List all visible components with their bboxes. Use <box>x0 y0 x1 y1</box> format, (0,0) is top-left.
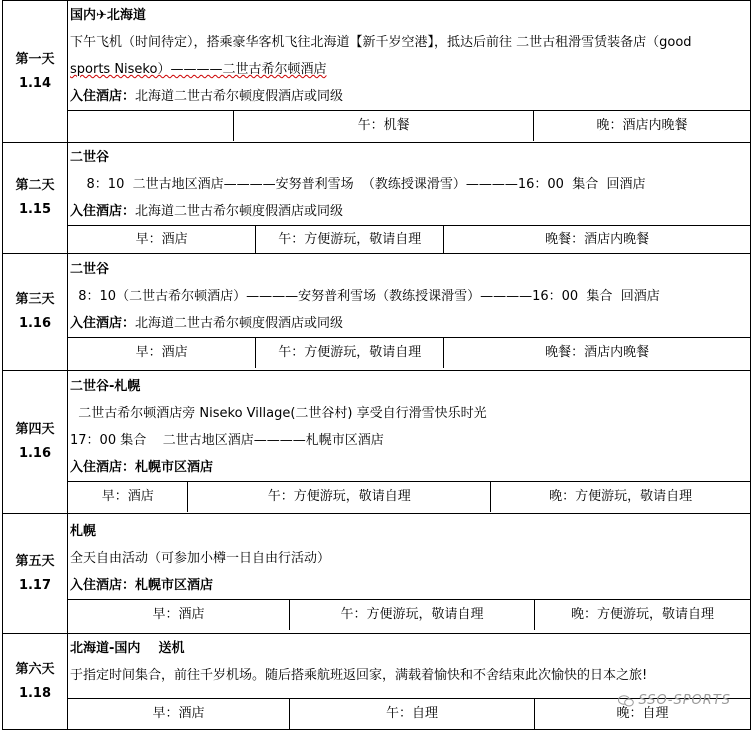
hotel-label: 入住酒店： <box>70 459 136 475</box>
meal-lunch: 午：方便游玩，敬请自理 <box>188 482 491 512</box>
hotel-line <box>68 198 750 225</box>
hotel-label: 入住酒店： <box>70 316 136 331</box>
activity-line: 17：00 集合 二世古地区酒店————札幌市区酒店 <box>70 432 384 448</box>
hotel-label: 入住酒店： <box>70 89 136 104</box>
hotel-value: 札幌市区酒店 <box>135 459 214 475</box>
meal-dinner: 晚餐：酒店内晚餐 <box>545 231 650 247</box>
day-cell <box>3 514 68 634</box>
day-title: 二世谷 <box>70 149 110 165</box>
day-date: 1.16 <box>18 316 52 331</box>
day-row <box>3 634 751 730</box>
day-title: 二世谷 <box>70 262 110 277</box>
day-label: 第五天 <box>15 553 55 569</box>
hotel-label: 入住酒店： <box>70 577 136 593</box>
day-row <box>3 371 751 514</box>
day-date: 1.18 <box>18 685 52 701</box>
day-label: 第二天 <box>15 178 55 193</box>
day-cell <box>3 254 68 371</box>
meal-lunch: 午：方便游玩，敬请自理 <box>290 600 535 630</box>
hotel-value: 北海道二世古希尔顿度假酒店或同级 <box>135 203 344 219</box>
watermark <box>618 693 731 708</box>
day-title: 国内✈北海道 <box>70 8 146 23</box>
hotel-value: 北海道二世古希尔顿度假酒店或同级 <box>135 316 344 331</box>
watermark-text: SSO-SPORTS <box>638 693 731 708</box>
meals-row <box>68 599 750 630</box>
activity-line: 8：10（二世古希尔顿酒店）————安努普利雪场（教练授课滑雪）————16：00 集合 回酒店 <box>70 289 660 304</box>
day-date: 1.17 <box>18 577 52 593</box>
meal-breakfast <box>68 111 234 141</box>
meal-breakfast: 早：酒店 <box>68 338 256 368</box>
meal-breakfast: 早：酒店 <box>68 600 290 630</box>
day-content <box>68 1 751 143</box>
day-title: 北海道-国内 送机 <box>70 640 185 656</box>
day-cell <box>3 371 68 514</box>
day-date: 1.14 <box>18 75 52 91</box>
activity-line: 8：10 二世古地区酒店————安努普利雪场 （教练授课滑雪）————16：00 集合 回酒店 <box>70 176 646 192</box>
meal-lunch: 午：方便游玩，敬请自理 <box>256 226 444 253</box>
meals-row <box>68 481 750 512</box>
hotel-value: 北海道二世古希尔顿度假酒店或同级 <box>135 89 344 104</box>
chat-bubble-icon <box>618 695 634 707</box>
day-title: 札幌 <box>70 523 97 539</box>
meals-row <box>68 225 750 253</box>
meal-lunch: 午：机餐 <box>234 111 534 141</box>
day-label: 第一天 <box>15 51 55 67</box>
day-label: 第六天 <box>15 661 55 677</box>
hotel-line <box>68 572 750 599</box>
meal-dinner: 晚：自理 <box>616 705 669 721</box>
meals-row <box>68 337 750 368</box>
meal-dinner: 晚餐：酒店内晚餐 <box>545 345 650 360</box>
activity-line: 于指定时间集合，前往千岁机场。随后搭乘航班返回家，满载着愉快和不舍结束此次愉快的日本之旅! <box>70 667 648 683</box>
day-title: 二世谷-札幌 <box>70 378 141 394</box>
meal-dinner: 晚：方便游玩，敬请自理 <box>570 606 714 622</box>
hotel-line <box>68 83 750 110</box>
meal-breakfast: 早：酒店 <box>68 226 256 253</box>
day-content <box>68 254 751 371</box>
day-content <box>68 514 751 634</box>
activity-line: 下午飞机（时间待定），搭乘豪华客机飞往北海道【新千岁空港】，抵达后前往 二世古租滑雪赁装备店（good <box>70 35 692 50</box>
itinerary-table <box>2 0 751 730</box>
meal-dinner: 晚：方便游玩，敬请自理 <box>549 488 693 504</box>
activity-line <box>68 56 750 83</box>
activity-line: 二世古希尔顿酒店旁 Niseko Village(二世谷村) 享受自行滑雪快乐时光 <box>70 405 487 421</box>
day-content <box>68 143 751 254</box>
day-label: 第四天 <box>15 422 55 437</box>
meal-breakfast: 早：酒店 <box>68 699 290 729</box>
meal-lunch: 午：方便游玩，敬请自理 <box>256 338 444 368</box>
meal-breakfast: 早：酒店 <box>68 482 188 512</box>
day-content <box>68 371 751 514</box>
day-date: 1.16 <box>18 446 52 461</box>
day-label: 第三天 <box>15 292 55 307</box>
activity-text: sports Niseko）————二世古希尔顿酒店 <box>70 62 327 77</box>
day-row <box>3 1 751 143</box>
day-content <box>68 634 751 730</box>
hotel-line <box>68 310 750 337</box>
day-row <box>3 514 751 634</box>
day-cell <box>3 143 68 254</box>
meal-lunch: 午：自理 <box>290 699 535 729</box>
day-row <box>3 254 751 371</box>
hotel-line <box>68 454 750 481</box>
meal-dinner: 晚：酒店内晚餐 <box>596 118 688 133</box>
activity-line: 全天自由活动（可参加小樽一日自由行活动） <box>70 550 331 566</box>
hotel-label: 入住酒店： <box>70 203 136 219</box>
day-row <box>3 143 751 254</box>
day-date: 1.15 <box>18 202 52 217</box>
hotel-value: 札幌市区酒店 <box>135 577 214 593</box>
meals-row <box>68 110 750 141</box>
day-cell <box>3 634 68 730</box>
day-cell <box>3 1 68 143</box>
